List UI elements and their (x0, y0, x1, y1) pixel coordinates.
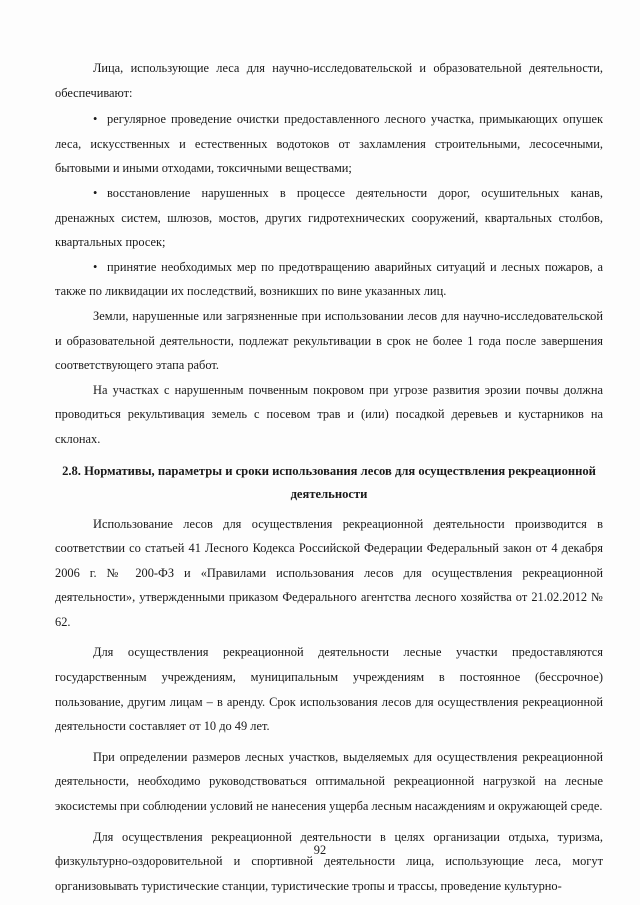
bullet-item (55, 181, 603, 255)
bullet-text: регулярное проведение очистки предоставленного лесного участка, примыкающих опушек леса, искусственных и естественных водотоков от захламления строительными, лесосечными, бытовыми и иными отходами, токсичными веществами; (55, 112, 603, 176)
bullet-text: принятие необходимых мер по предотвращению аварийных ситуаций и лесных пожаров, а также по ликвидации их последствий, возникших по вине указанных лиц. (55, 259, 603, 299)
paragraph: На участках с нарушенным почвенным покровом при угрозе развития эрозии почвы должна проводиться рекультивация земель с посевом трав и (или) посадкой деревьев и кустарников на склонах. (55, 382, 603, 446)
page-content (55, 56, 603, 898)
bullet-item (55, 107, 603, 181)
bullet-item (55, 255, 603, 304)
paragraph: Земли, нарушенные или загрязненные при использовании лесов для научно-исследовательской и образовательной деятельности, подлежат рекультивации в срок не более 1 года после завершения соответствующего этапа работ. (55, 308, 603, 373)
paragraph: Использование лесов для осуществления рекреационной деятельности производится в соответствии со статьей 41 Лесного Кодекса Российской Федерации Федеральный закон от 4 декабря 2006 г. № 200-ФЗ и «Правилами использования лесов для осуществления рекреационной деятельности», утвержденными приказом Федерального агентства лесного хозяйства от 21.02.2012 № 62. (55, 516, 603, 629)
bullet-icon: • (93, 185, 98, 200)
bullet-icon: • (93, 259, 98, 274)
bullet-text: восстановление нарушенных в процессе деятельности дорог, осушительных канав, дренажных систем, шлюзов, мостов, других гидротехнических сооружений, квартальных столбов, квартальных просек; (55, 185, 603, 250)
section-heading-line: 2.8. Нормативы, параметры и сроки использования лесов для осуществления рекреационной (62, 463, 596, 478)
paragraph: Лица, использующие леса для научно-исследовательской и образовательной деятельности, обеспечивают: (55, 61, 603, 100)
page-number: 92 (313, 843, 327, 857)
section-heading (55, 460, 603, 506)
paragraph: Для осуществления рекреационной деятельности лесные участки предоставляются государственным учреждениям, муниципальным учреждениям в постоянное (бессрочное) пользование, другим лицам – в аренду. Срок использования лесов для осуществления рекреационной деятельности составляет от 10 до 49 лет. (55, 645, 603, 734)
paragraph: Для осуществления рекреационной деятельности в целях организации отдыха, туризма, физкультурно-оздоровительной и спортивной деятельности лица, использующие леса, могут организовывать туристические станции, туристические тропы и трассы, проведение культурно- (55, 829, 603, 893)
bullet-icon: • (93, 112, 98, 127)
section-heading-line: деятельности (290, 486, 368, 501)
paragraph: При определении размеров лесных участков, выделяемых для осуществления рекреационной деятельности, необходимо руководствоваться оптимальной рекреационной нагрузкой на лесные экосистемы при соблюдении условий не нанесения ущерба лесным насаждениям и окружающей среде. (55, 749, 603, 814)
